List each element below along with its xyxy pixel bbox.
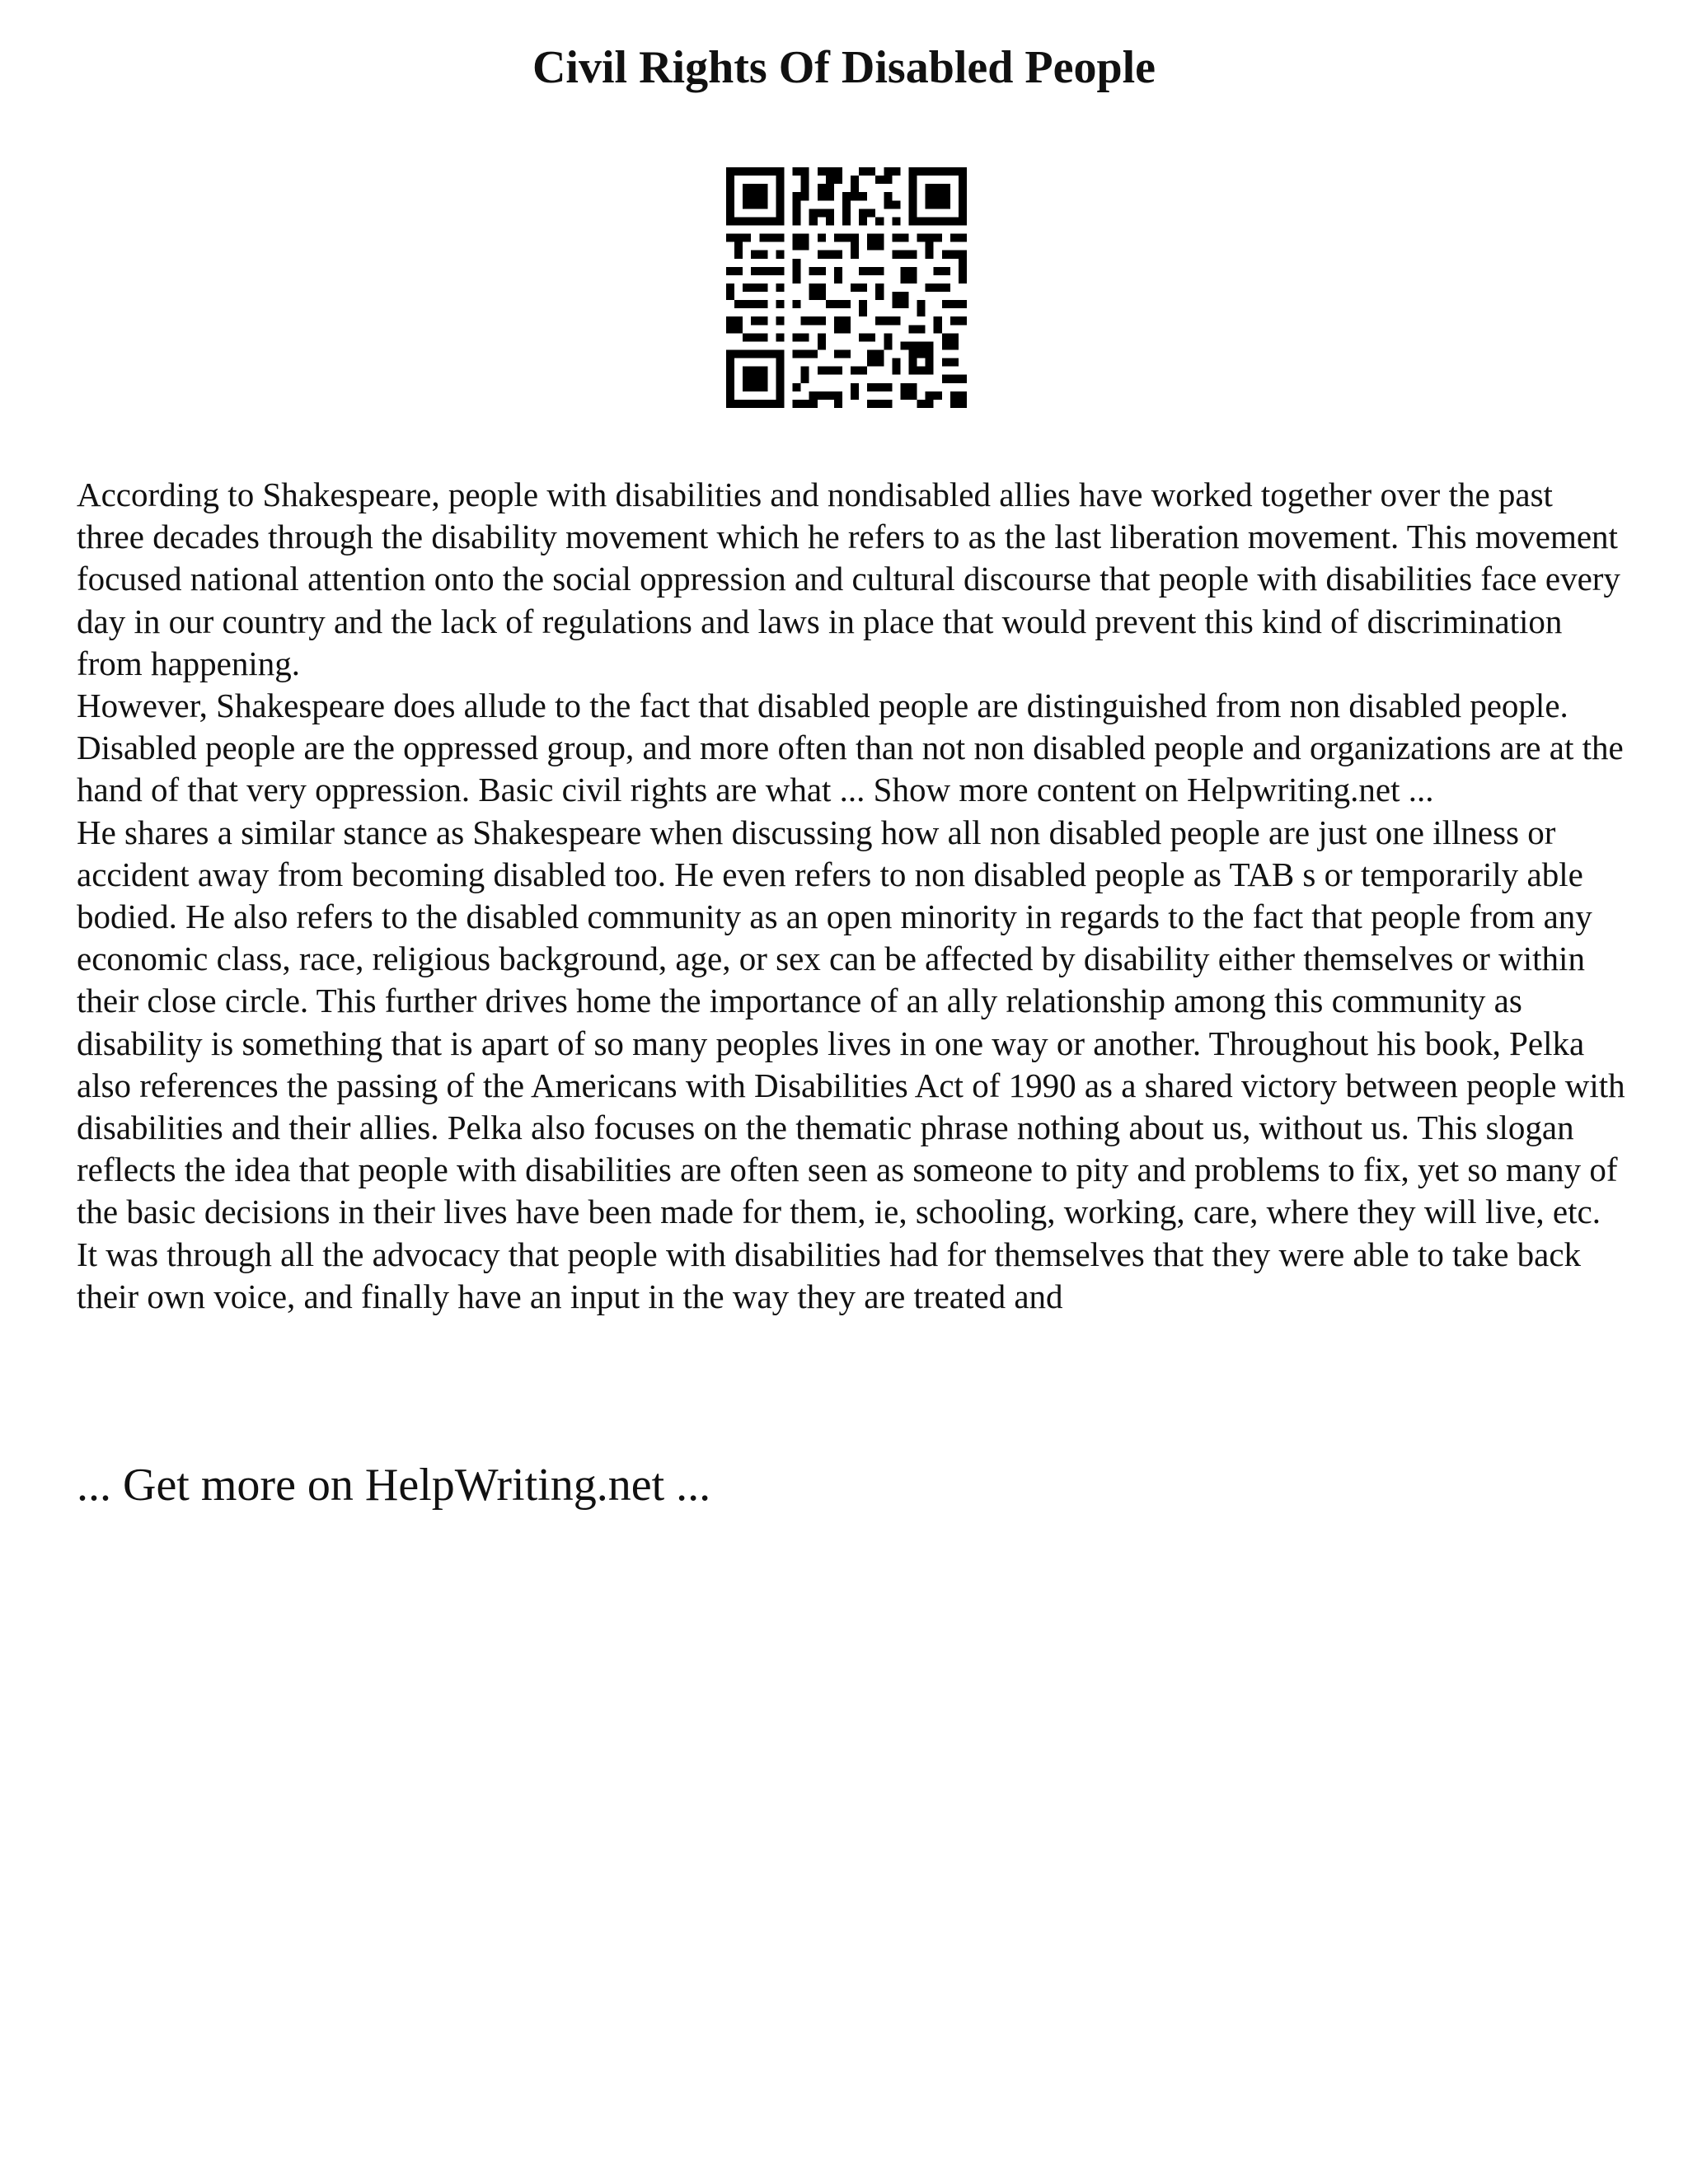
paragraph: However, Shakespeare does allude to the fact that disabled people are distinguished from non disabled people. Disabled people are the oppressed group, and more often than not non disabled people and organizations are at the hand of that very oppression. Basic civil rights are what ... Show more content on Helpwriting.net ... bbox=[77, 687, 1624, 809]
paragraph: According to Shakespeare, people with disabilities and nondisabled allies have worked together over the past three decades through the disability movement which he refers to as the last liberation movement. This movement focused national attention onto the social oppression and cultural discourse that people with disabilities face every day in our country and the lack of regulations and laws in place that would prevent this kind of discrimination from happening. bbox=[77, 476, 1620, 682]
paragraph: He shares a similar stance as Shakespeare when discussing how all non disabled people are just one illness or accident away from becoming disabled too. He even refers to non disabled people as TAB s or temporarily able bodied. He also refers to the disabled community as an open minority in regards to the fact that people from any economic class, race, religious background, age, or sex can be affected by disability either themselves or within their close circle. This further drives home the importance of an ally relationship among this community as disability is something that is apart of so many peoples lives in one way or another. Throughout his book, Pelka also references the passing of the Americans with Disabilities Act of 1990 as a shared victory between people with disabilities and their allies. Pelka also focuses on the thematic phrase nothing about us, without us. This slogan reflects the idea that people with disabilities are often seen as someone to pity and problems to fix, yet so many of the basic decisions in their lives have been made for them, ie, schooling, working, care, where they will live, etc. It was through all the advocacy that people with disabilities had for themselves that they were able to take back their own voice, and finally have an input in the way they are treated and bbox=[77, 813, 1625, 1315]
page-title: Civil Rights Of Disabled People bbox=[532, 42, 1156, 93]
qr-code-icon bbox=[726, 167, 967, 408]
get-more-link[interactable]: ... Get more on HelpWriting.net ... bbox=[77, 1460, 711, 1511]
article-body bbox=[77, 474, 1626, 1318]
